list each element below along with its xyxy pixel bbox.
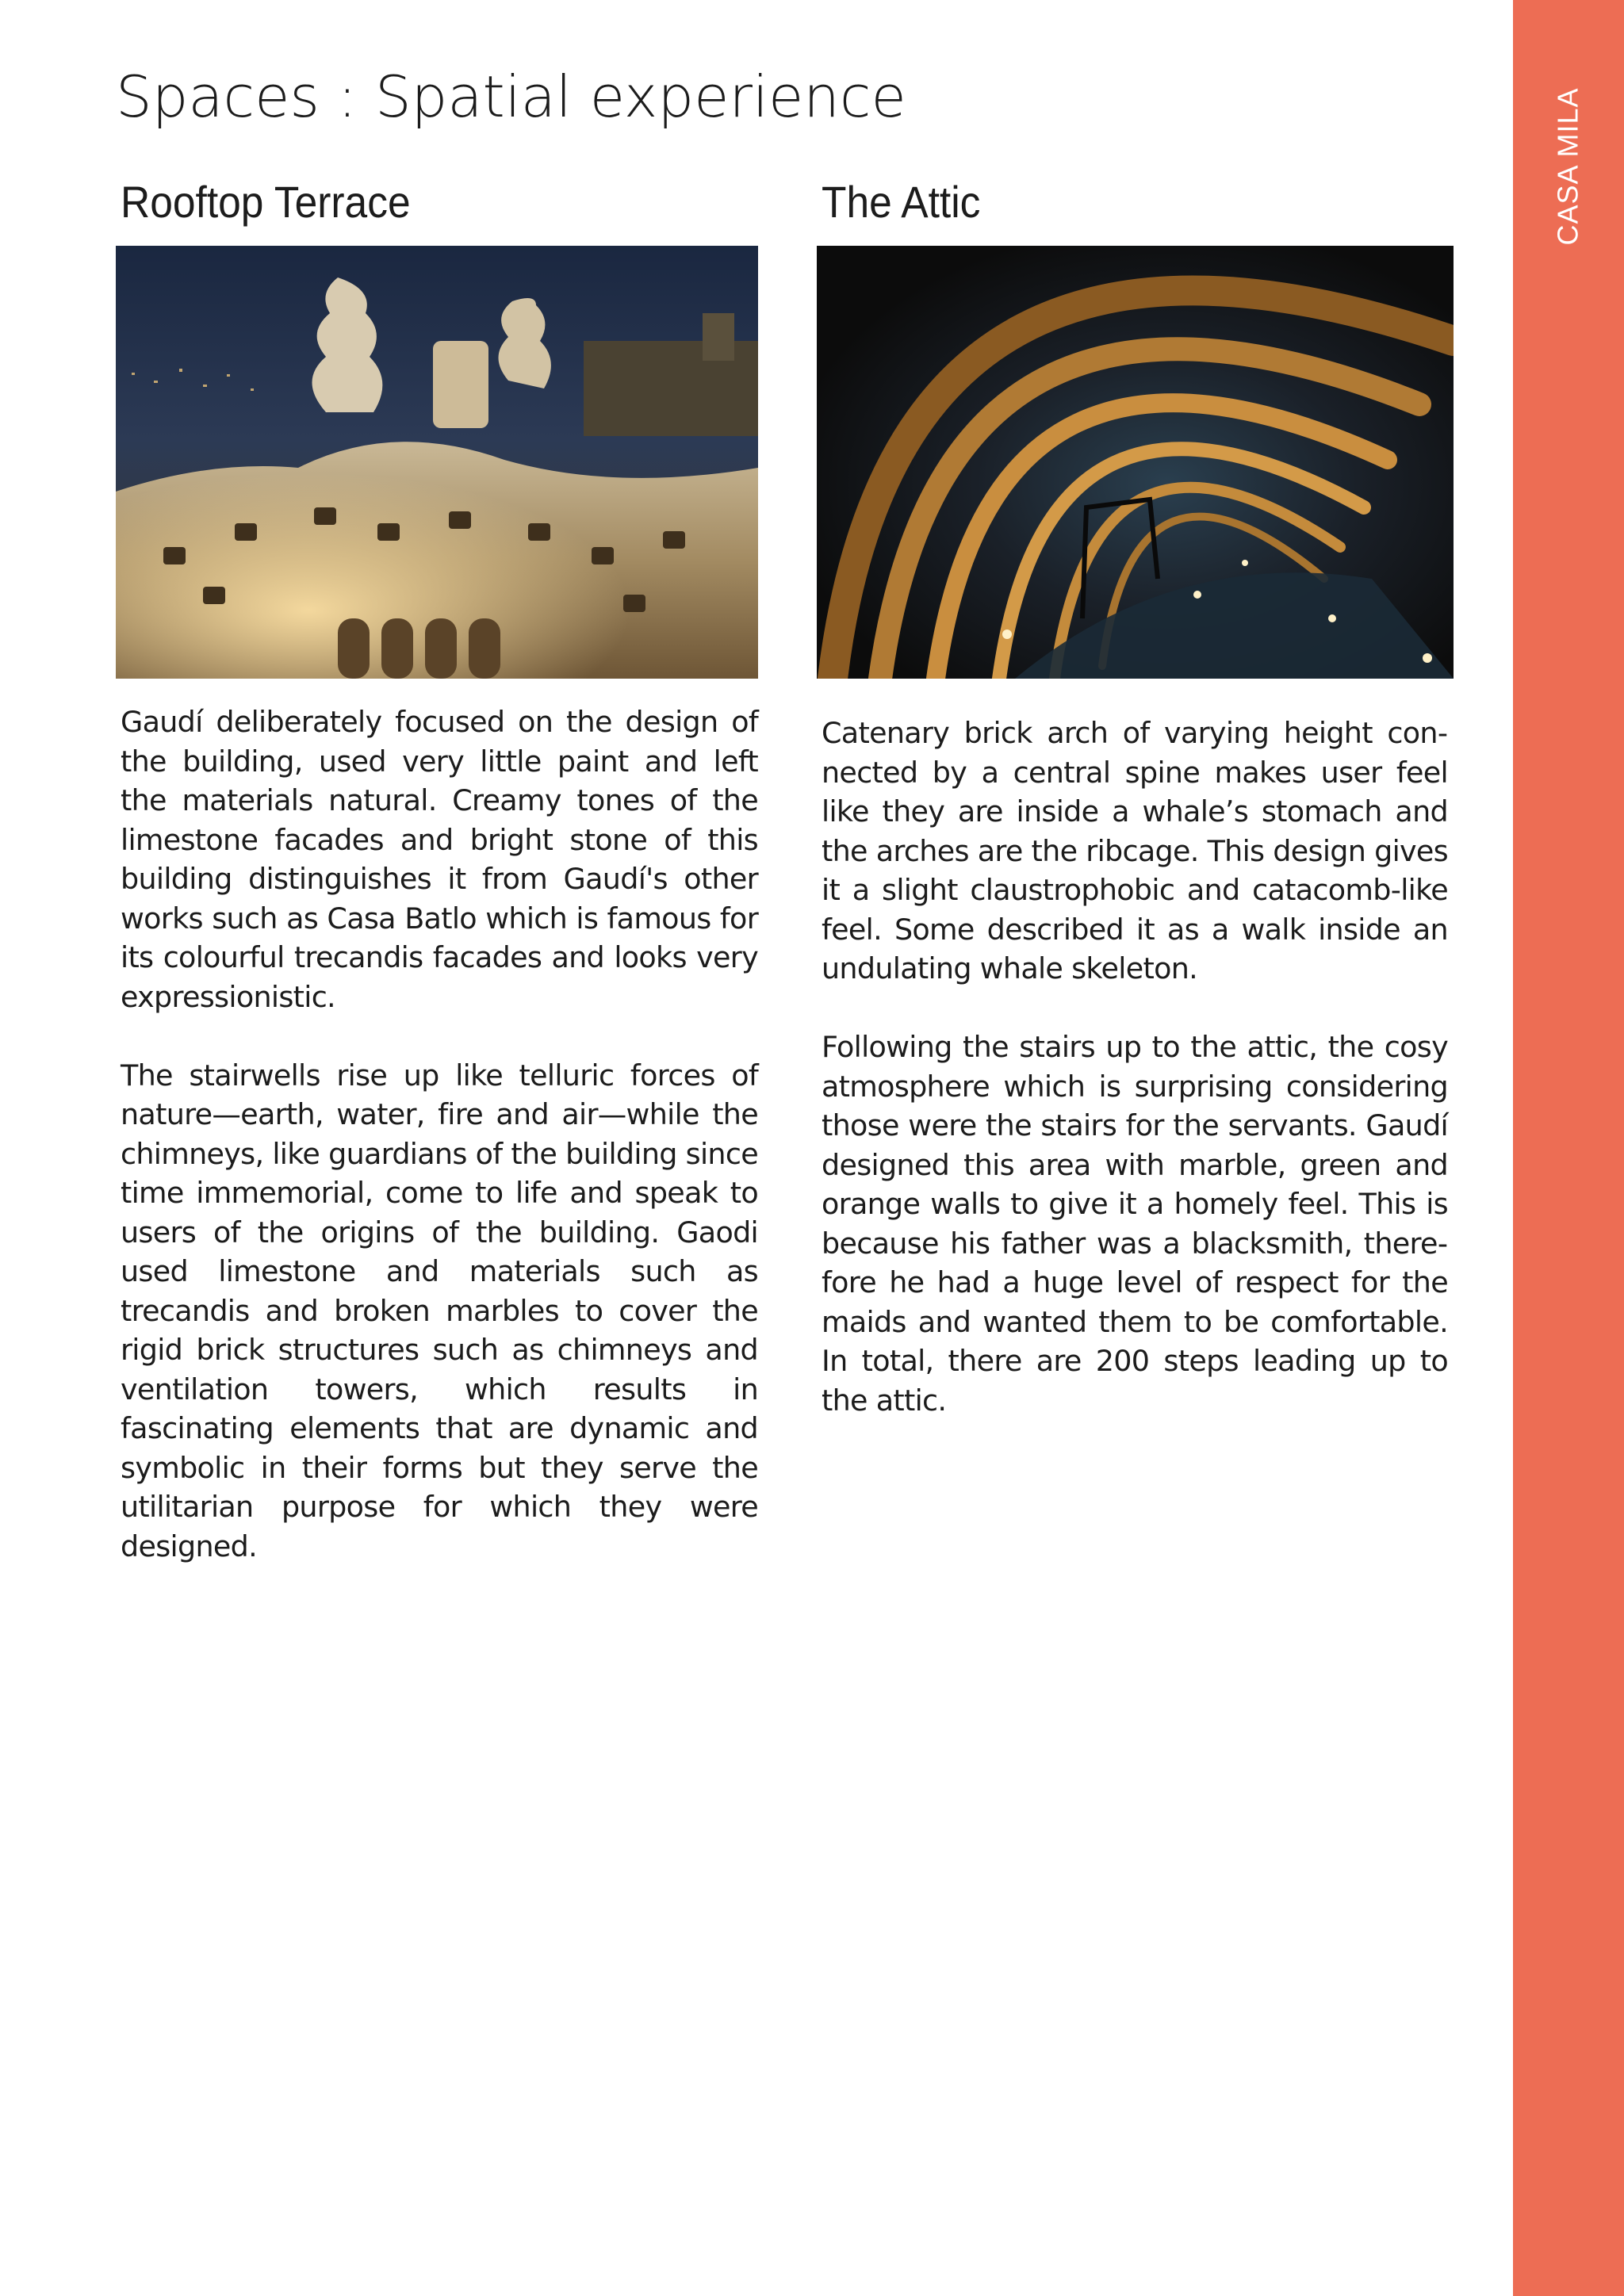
page-title: Spaces : Spatial experience <box>116 63 906 130</box>
rooftop-body <box>121 702 758 1566</box>
rooftop-paragraph-2: The stairwells rise up like telluric forces of nature—earth, water, fire and air—while the chimneys, like guardians of the building since time immemorial, come to life and speak to users of the origins of the building. Gaodi used limestone and materials such as trecandis and broken marbles to cover the rigid brick structures such as chimneys and ventilation towers, which results in fascinating elements that are dynamic and symbolic in their forms but they serve the utilitarian purpose for which they were designed. <box>121 1058 758 1563</box>
attic-arches-photo-icon <box>817 246 1454 679</box>
side-band <box>1513 0 1624 2296</box>
attic-photo <box>817 246 1454 679</box>
attic-paragraph-1: Catenary brick arch of varying height connected by a central spine makes user feel like they are inside a whale’s stomach and the arches are the ribcage. This design gives it a slight claustrophobic and catacomb-like feel. Some described it as a walk inside an undulating whale skeleton. <box>822 716 1448 985</box>
rooftop-photo-icon <box>116 246 758 679</box>
attic-heading: The Attic <box>822 177 981 227</box>
attic-paragraph-2: Following the stairs up to the attic, the cosy atmosphere which is surprising considering those were the stairs for the servants. Gaudí designed this area with marble, green and orange walls to give it a homely feel. This is because his father was a blacksmith, therefore he had a huge level of respect for the maids and wanted them to be comfortable. In total, there are 200 steps leading up to the attic. <box>822 1030 1448 1418</box>
rooftop-photo <box>116 246 758 679</box>
rooftop-paragraph-1: Gaudí deliberately focused on the design of the building, used very little paint and left the materials natural. Creamy tones of the limestone facades and bright stone of this building distinguishes it from Gaudí's other works such as Casa Batlo which is famous for its colourful trecandis facades and looks very expressionistic. <box>121 705 758 1014</box>
rooftop-heading: Rooftop Terrace <box>121 177 411 227</box>
side-label-text: CASA MILA <box>1552 87 1585 246</box>
side-label <box>1513 83 1624 250</box>
attic-body <box>822 714 1448 1420</box>
